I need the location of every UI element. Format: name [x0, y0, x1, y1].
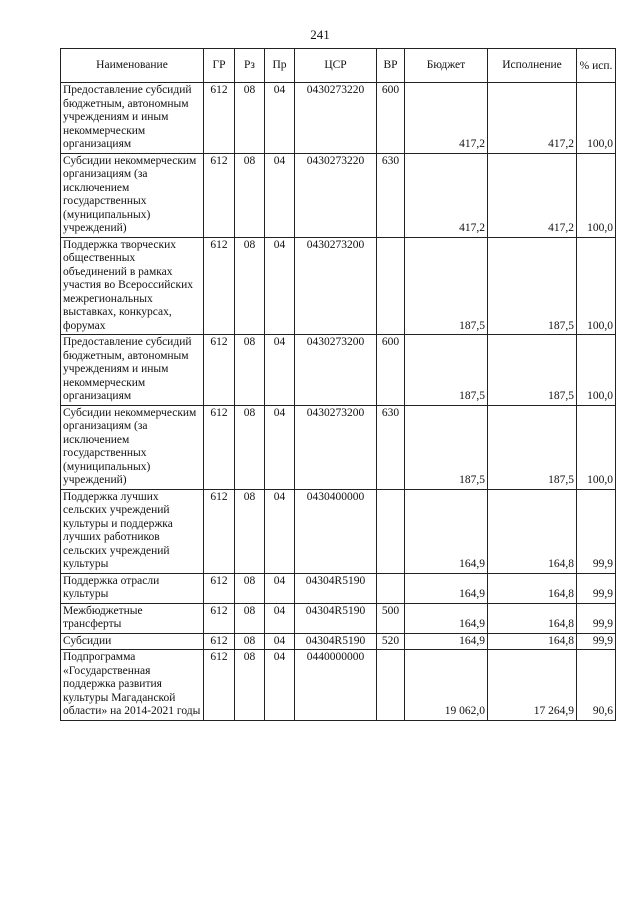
row-gr: 612	[204, 650, 235, 721]
row-percent: 100,0	[577, 237, 616, 335]
row-pr: 04	[265, 573, 295, 603]
row-gr: 612	[204, 335, 235, 406]
header-name: Наименование	[61, 49, 204, 83]
row-csr: 0430273200	[295, 405, 377, 489]
row-percent: 90,6	[577, 650, 616, 721]
row-vr	[377, 573, 405, 603]
row-rz: 08	[235, 237, 265, 335]
row-execution: 17 264,9	[488, 650, 577, 721]
row-budget: 164,9	[405, 573, 488, 603]
row-execution: 187,5	[488, 335, 577, 406]
row-csr: 04304R5190	[295, 633, 377, 650]
row-rz: 08	[235, 573, 265, 603]
row-csr: 0440000000	[295, 650, 377, 721]
row-name: Поддержка творческих общественных объединений в рамках участия во Всероссийских межрегиональных выставках, конкурсах, форумах	[61, 237, 204, 335]
row-vr: 630	[377, 153, 405, 237]
row-csr: 0430273220	[295, 153, 377, 237]
table-row	[61, 153, 616, 237]
row-name: Предоставление субсидий бюджетным, автономным учреждениям и иным некоммерческим организациям	[61, 83, 204, 154]
table-header-row	[61, 49, 616, 83]
row-pr: 04	[265, 405, 295, 489]
row-rz: 08	[235, 633, 265, 650]
header-percent: % исп.	[577, 49, 616, 83]
row-csr: 04304R5190	[295, 573, 377, 603]
row-percent: 99,9	[577, 573, 616, 603]
table-row	[61, 237, 616, 335]
row-gr: 612	[204, 633, 235, 650]
row-rz: 08	[235, 603, 265, 633]
row-name: Межбюджетные трансферты	[61, 603, 204, 633]
table-row	[61, 335, 616, 406]
row-name: Поддержка отрасли культуры	[61, 573, 204, 603]
row-percent: 99,9	[577, 633, 616, 650]
row-vr	[377, 237, 405, 335]
table-row	[61, 633, 616, 650]
row-rz: 08	[235, 335, 265, 406]
table-row	[61, 405, 616, 489]
row-execution: 417,2	[488, 83, 577, 154]
row-budget: 187,5	[405, 335, 488, 406]
row-execution: 164,8	[488, 603, 577, 633]
row-csr: 0430273200	[295, 335, 377, 406]
row-pr: 04	[265, 335, 295, 406]
row-csr: 0430400000	[295, 489, 377, 573]
row-pr: 04	[265, 650, 295, 721]
row-vr: 630	[377, 405, 405, 489]
row-vr: 600	[377, 335, 405, 406]
row-budget: 187,5	[405, 405, 488, 489]
row-percent: 99,9	[577, 603, 616, 633]
row-execution: 164,8	[488, 573, 577, 603]
row-budget: 164,9	[405, 489, 488, 573]
row-gr: 612	[204, 83, 235, 154]
row-vr: 500	[377, 603, 405, 633]
row-percent: 100,0	[577, 153, 616, 237]
row-percent: 100,0	[577, 335, 616, 406]
header-pr: Пр	[265, 49, 295, 83]
row-gr: 612	[204, 153, 235, 237]
row-csr: 0430273200	[295, 237, 377, 335]
table-row	[61, 603, 616, 633]
row-rz: 08	[235, 650, 265, 721]
row-rz: 08	[235, 153, 265, 237]
row-execution: 187,5	[488, 237, 577, 335]
row-pr: 04	[265, 83, 295, 154]
row-execution: 164,8	[488, 489, 577, 573]
row-rz: 08	[235, 83, 265, 154]
row-pr: 04	[265, 153, 295, 237]
row-vr	[377, 489, 405, 573]
header-execution: Исполнение	[488, 49, 577, 83]
row-execution: 164,8	[488, 633, 577, 650]
row-budget: 187,5	[405, 237, 488, 335]
row-budget: 164,9	[405, 603, 488, 633]
row-budget: 417,2	[405, 83, 488, 154]
row-budget: 417,2	[405, 153, 488, 237]
row-csr: 0430273220	[295, 83, 377, 154]
row-pr: 04	[265, 237, 295, 335]
header-gr: ГР	[204, 49, 235, 83]
row-gr: 612	[204, 573, 235, 603]
row-rz: 08	[235, 405, 265, 489]
row-pr: 04	[265, 633, 295, 650]
row-name: Субсидии	[61, 633, 204, 650]
header-rz: Рз	[235, 49, 265, 83]
row-gr: 612	[204, 405, 235, 489]
row-gr: 612	[204, 603, 235, 633]
table-row	[61, 489, 616, 573]
row-csr: 04304R5190	[295, 603, 377, 633]
row-gr: 612	[204, 237, 235, 335]
row-name: Предоставление субсидий бюджетным, автономным учреждениям и иным некоммерческим организациям	[61, 335, 204, 406]
row-name: Подпрограмма «Государственная поддержка развития культуры Магаданской области» на 2014-2021 годы	[61, 650, 204, 721]
row-vr: 600	[377, 83, 405, 154]
row-budget: 164,9	[405, 633, 488, 650]
row-execution: 417,2	[488, 153, 577, 237]
row-name: Поддержка лучших сельских учреждений культуры и поддержка лучших работников сельских учреждений культуры	[61, 489, 204, 573]
page-number: 241	[310, 27, 330, 42]
table-row	[61, 650, 616, 721]
row-rz: 08	[235, 489, 265, 573]
header-vr: ВР	[377, 49, 405, 83]
header-csr: ЦСР	[295, 49, 377, 83]
row-budget: 19 062,0	[405, 650, 488, 721]
table-row	[61, 573, 616, 603]
table-row	[61, 83, 616, 154]
header-budget: Бюджет	[405, 49, 488, 83]
row-name: Субсидии некоммерческим организациям (за исключением государственных (муниципальных) учреждений)	[61, 153, 204, 237]
row-pr: 04	[265, 603, 295, 633]
row-vr: 520	[377, 633, 405, 650]
row-name: Субсидии некоммерческим организациям (за исключением государственных (муниципальных) учреждений)	[61, 405, 204, 489]
row-percent: 100,0	[577, 83, 616, 154]
row-execution: 187,5	[488, 405, 577, 489]
row-percent: 99,9	[577, 489, 616, 573]
row-pr: 04	[265, 489, 295, 573]
row-percent: 100,0	[577, 405, 616, 489]
budget-table	[60, 48, 616, 721]
row-vr	[377, 650, 405, 721]
row-gr: 612	[204, 489, 235, 573]
